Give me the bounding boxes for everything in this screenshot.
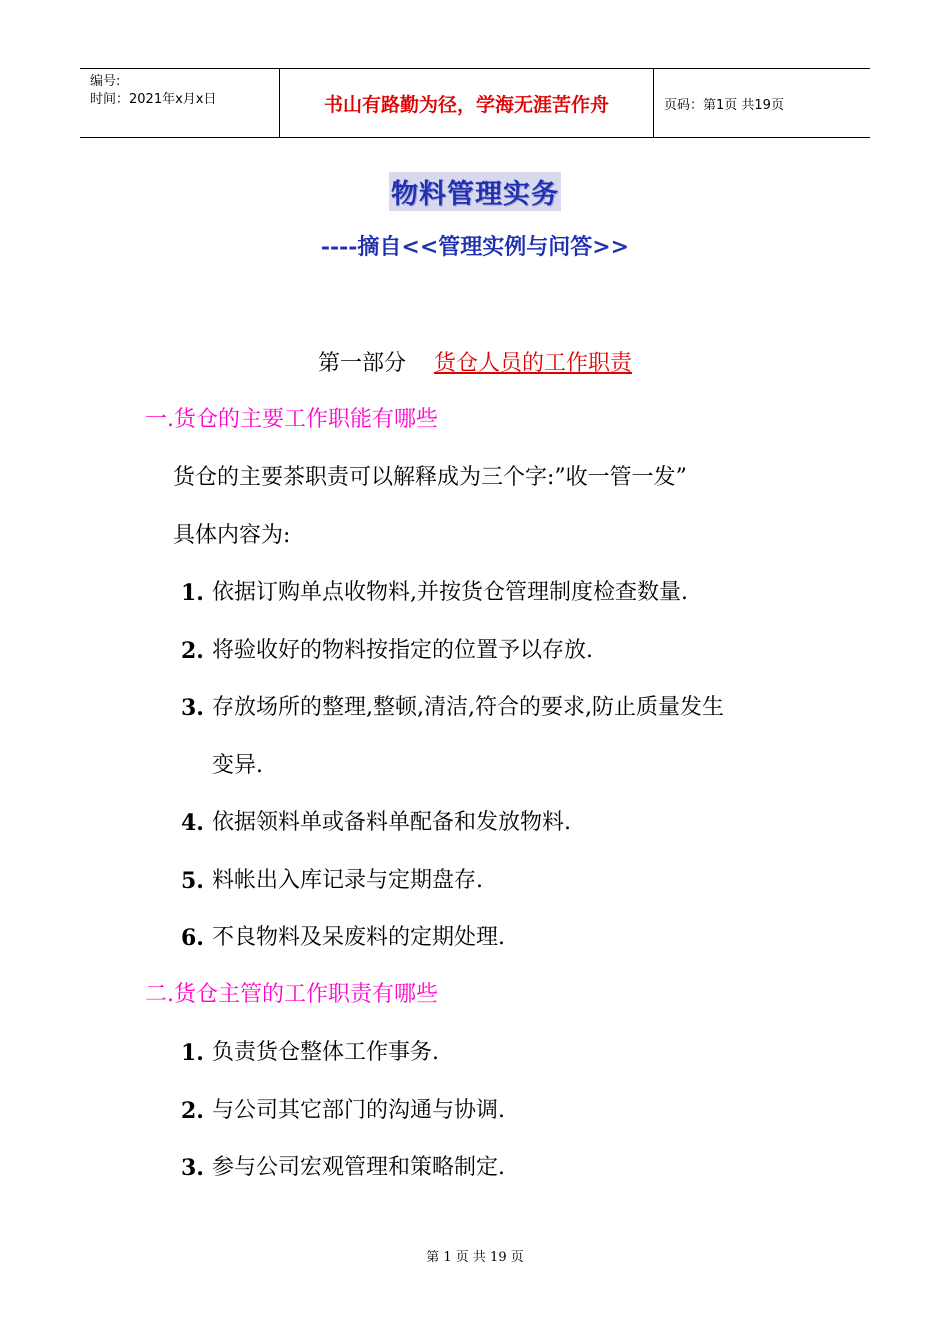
page-footer: 第 1 页 共 19 页 <box>426 1250 524 1265</box>
item-text: 存放场所的整理,整顿,清洁,符合的要求,防止质量发生 <box>212 695 724 720</box>
item-number: 3. <box>181 1155 204 1181</box>
item-text: 依据领料单或备料单配备和发放物料. <box>212 810 571 835</box>
item-number: 4. <box>181 810 204 836</box>
document-subtitle: ----摘自<<管理实例与问答>> <box>320 234 630 260</box>
header-page-info: 页码：第1页 共19页 <box>664 97 784 113</box>
item-number: 6. <box>181 925 204 951</box>
document-title-wrap <box>0 172 950 211</box>
item-number: 5. <box>181 868 204 894</box>
section-heading: 二.货仓主管的工作职责有哪些 <box>145 982 438 1007</box>
document-title: 物料管理实务 <box>389 172 561 211</box>
item-number: 1. <box>181 580 204 606</box>
header-meta-cell <box>80 69 280 137</box>
part-title: 货仓人员的工作职责 <box>433 351 632 376</box>
page-header-table <box>80 68 870 138</box>
item-text: 负责货仓整体工作事务. <box>212 1040 439 1065</box>
item-number: 2. <box>181 1098 204 1124</box>
item-text-continued: 变异. <box>212 753 263 778</box>
part-heading <box>0 346 950 377</box>
item-number: 3. <box>181 695 204 721</box>
content-label: 具体内容为: <box>173 523 291 548</box>
header-motto: 书山有路勤为径，学海无涯苦作舟 <box>280 69 654 137</box>
header-time: 时间：2021年x月x日 <box>90 92 217 107</box>
item-text: 与公司其它部门的沟通与协调. <box>212 1098 505 1123</box>
item-text: 将验收好的物料按指定的位置予以存放. <box>212 638 593 663</box>
header-id-label: 编号: <box>90 74 121 89</box>
item-text: 料帐出入库记录与定期盘存. <box>212 868 483 893</box>
section-intro: 货仓的主要茶职责可以解释成为三个字:”收一管一发” <box>173 465 687 490</box>
part-prefix: 第一部分 <box>317 351 406 376</box>
section-heading: 一.货仓的主要工作职能有哪些 <box>145 407 438 432</box>
item-number: 2. <box>181 638 204 664</box>
item-text: 参与公司宏观管理和策略制定. <box>212 1155 505 1180</box>
item-text: 不良物料及呆废料的定期处理. <box>212 925 505 950</box>
item-text: 依据订购单点收物料,并按货仓管理制度检查数量. <box>212 580 688 605</box>
item-number: 1. <box>181 1040 204 1066</box>
